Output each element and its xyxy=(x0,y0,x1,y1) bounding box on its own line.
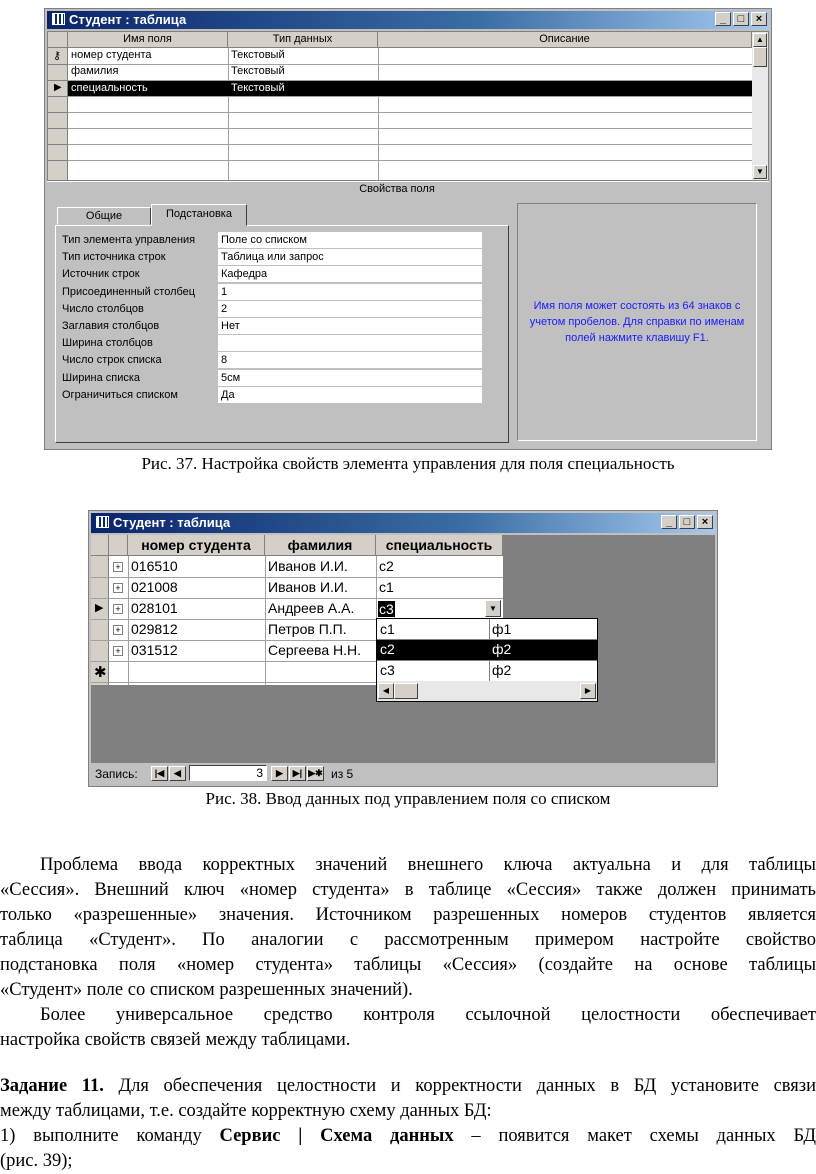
expand-icon[interactable]: + xyxy=(113,604,123,614)
help-text: Имя поля может состоять из 64 знаков с учетом пробелов. Для справки по именам полей нажмите клавишу F1. xyxy=(529,300,745,344)
current-record-arrow-icon: ▶ xyxy=(95,602,104,614)
property-value-field[interactable]: Таблица или запрос xyxy=(218,249,482,266)
paragraph-line: только «разрешенные» значения. Источником разрешенных номеров студентов является xyxy=(0,905,816,925)
task-line: между таблицами, т.е. создайте корректную схему данных БД: xyxy=(0,1101,492,1121)
paragraph-line: настройка свойств связей между таблицами. xyxy=(0,1030,351,1050)
column-header-description[interactable]: Описание xyxy=(378,32,752,48)
property-value-field[interactable]: 8 xyxy=(218,352,482,369)
property-value-field[interactable]: Кафедра xyxy=(218,266,482,283)
expand-icon[interactable]: + xyxy=(113,562,123,572)
table-icon xyxy=(52,13,65,25)
scroll-left-button[interactable]: ◀ xyxy=(378,683,394,699)
scroll-down-button[interactable]: ▼ xyxy=(753,165,767,179)
grid-line xyxy=(91,598,503,599)
property-label: Тип источника строк xyxy=(62,251,166,264)
table-icon xyxy=(96,516,109,528)
minimize-button[interactable]: _ xyxy=(715,12,731,26)
dropdown-code-cell[interactable]: c2 xyxy=(380,641,395,657)
expand-icon[interactable]: + xyxy=(113,646,123,656)
last-record-button[interactable]: ▶| xyxy=(289,766,306,781)
tab-lookup[interactable] xyxy=(151,204,247,226)
grid-line xyxy=(265,556,266,685)
speciality-combo-value[interactable]: c3 xyxy=(379,601,394,617)
property-value-field[interactable]: Нет xyxy=(218,318,482,335)
paragraph-1 xyxy=(0,853,816,1003)
paragraph-line: «Сессия». Внешний ключ «номер студента» в таблице «Сессия» также должен принимать xyxy=(0,880,816,900)
previous-record-button[interactable]: ◀ xyxy=(169,766,186,781)
design-window-titlebar xyxy=(47,11,769,29)
task-title: Задание 11. xyxy=(0,1076,104,1096)
surname-cell[interactable]: Иванов И.И. xyxy=(268,579,348,595)
menu-command: Сервис | Схема данных xyxy=(219,1126,454,1146)
property-value-field[interactable]: 2 xyxy=(218,301,482,318)
corner-header xyxy=(91,535,109,556)
tab-general[interactable] xyxy=(57,207,151,225)
current-row-arrow-icon: ▶ xyxy=(54,82,62,93)
field-name-cell[interactable]: фамилия xyxy=(71,65,119,77)
dropdown-faculty-cell[interactable]: ф2 xyxy=(492,641,512,657)
grid-line xyxy=(128,556,129,685)
current-record-value: 3 xyxy=(256,766,263,780)
dropdown-selected-row[interactable] xyxy=(377,640,597,660)
property-label: Ограничиться списком xyxy=(62,388,178,401)
property-label: Присоединенный столбец xyxy=(62,285,196,298)
property-label: Тип элемента управления xyxy=(62,234,196,246)
help-panel xyxy=(517,203,757,441)
record-navigation-bar xyxy=(91,764,715,784)
combo-dropdown-button[interactable]: ▼ xyxy=(485,600,501,617)
step-prefix: 1) выполните команду xyxy=(0,1126,220,1146)
field-name-cell[interactable]: специальность xyxy=(71,81,226,96)
surname-cell[interactable]: Петров П.П. xyxy=(268,621,347,637)
paragraph-line: «Студент» поле со списком разрешенных значений). xyxy=(0,980,413,1000)
field-name-cell[interactable]: номер студента xyxy=(71,49,152,61)
dropdown-code-cell[interactable]: c1 xyxy=(380,621,395,637)
paragraph-2 xyxy=(0,1003,816,1053)
student-number-cell[interactable]: 029812 xyxy=(131,621,178,637)
column-header-speciality[interactable]: специальность xyxy=(376,535,503,556)
expand-icon[interactable]: + xyxy=(113,583,123,593)
design-window-title: Студент : таблица xyxy=(69,12,187,27)
data-type-cell[interactable]: Текстовый xyxy=(231,65,285,77)
design-view-window xyxy=(44,8,772,450)
dropdown-faculty-cell[interactable]: ф2 xyxy=(492,662,512,678)
column-header-data-type[interactable]: Тип данных xyxy=(228,32,378,48)
next-record-button[interactable]: ▶ xyxy=(271,766,288,781)
dropdown-code-cell[interactable]: c3 xyxy=(380,662,395,678)
expand-icon[interactable]: + xyxy=(113,625,123,635)
column-header-surname[interactable]: фамилия xyxy=(265,535,376,556)
surname-cell[interactable]: Андреев А.А. xyxy=(268,600,355,616)
record-total: из 5 xyxy=(331,767,354,781)
tab-general-label: Общие xyxy=(85,210,123,222)
new-record-button[interactable]: ▶✱ xyxy=(307,766,324,781)
property-label: Ширина столбцов xyxy=(62,337,153,350)
speciality-cell[interactable]: c1 xyxy=(379,579,394,595)
property-label: Число столбцов xyxy=(62,302,144,315)
row-selector-header xyxy=(48,32,68,48)
datasheet-window-titlebar xyxy=(91,513,715,533)
property-label: Заглавия столбцов xyxy=(62,320,160,332)
dropdown-faculty-cell[interactable]: ф1 xyxy=(492,621,512,637)
property-label: Число строк списка xyxy=(62,354,162,367)
maximize-button[interactable]: □ xyxy=(733,12,749,26)
lookup-properties-panel xyxy=(55,225,509,443)
primary-key-icon: ⚷ xyxy=(53,50,62,62)
record-number-field[interactable] xyxy=(189,765,267,781)
paragraph-line: подстановка поля «номер студента» таблицы «Сессия» (создайте на основе таблицы xyxy=(0,955,816,975)
step-line: (рис. 39); xyxy=(0,1151,73,1171)
close-button[interactable]: × xyxy=(751,12,767,26)
scroll-thumb[interactable] xyxy=(394,683,418,699)
property-label: Источник строк xyxy=(62,268,140,281)
record-label: Запись: xyxy=(95,767,138,781)
step-line xyxy=(0,1124,816,1149)
task-11 xyxy=(0,1074,816,1174)
tab-lookup-label: Подстановка xyxy=(166,208,232,220)
column-header-field-name[interactable]: Имя поля xyxy=(68,32,228,48)
datasheet-window-title: Студент : таблица xyxy=(113,515,231,530)
scroll-thumb[interactable] xyxy=(753,47,767,67)
field-properties-label: Свойства поля xyxy=(359,183,435,195)
task-text: Для обеспечения целостности и корректности данных в БД установите связи xyxy=(103,1076,816,1096)
combo-dropdown-list[interactable] xyxy=(376,618,598,702)
close-button[interactable]: × xyxy=(697,515,713,529)
property-value-field[interactable] xyxy=(218,335,482,352)
scroll-right-button[interactable]: ▶ xyxy=(580,683,596,699)
field-grid xyxy=(47,31,769,181)
datasheet-window xyxy=(88,510,718,787)
first-record-button[interactable]: |◀ xyxy=(151,766,168,781)
paragraph-line: таблица «Студент». По аналогии с рассмотренным примером настройте свойство xyxy=(0,930,816,950)
speciality-cell[interactable]: c2 xyxy=(379,558,394,574)
figure-38-caption: Рис. 38. Ввод данных под управлением поля со списком xyxy=(205,789,611,808)
grid-line xyxy=(91,577,503,578)
expand-column-header xyxy=(109,535,128,556)
data-type-cell[interactable]: Текстовый xyxy=(231,49,285,61)
scroll-up-button[interactable]: ▲ xyxy=(753,33,767,47)
student-number-cell[interactable]: 031512 xyxy=(131,642,178,658)
column-header-student-number[interactable]: номер студента xyxy=(128,535,265,556)
surname-cell[interactable]: Иванов И.И. xyxy=(268,558,348,574)
property-value-field[interactable]: Поле со списком xyxy=(218,232,482,249)
task-line xyxy=(0,1074,816,1099)
property-value-field[interactable]: 5см xyxy=(218,370,482,387)
student-number-cell[interactable]: 028101 xyxy=(131,600,178,616)
field-properties-header xyxy=(47,181,769,196)
paragraph-line: Проблема ввода корректных значений внешнего ключа актуальна и для таблицы xyxy=(40,855,816,875)
step-text: – появится макет схемы данных БД xyxy=(453,1126,816,1146)
property-label: Ширина списка xyxy=(62,371,141,384)
surname-cell[interactable]: Сергеева Н.Н. xyxy=(268,642,362,658)
new-record-icon: ✱ xyxy=(94,664,107,681)
student-number-cell[interactable]: 021008 xyxy=(131,579,178,595)
maximize-button[interactable]: □ xyxy=(679,515,695,529)
figure-37-caption: Рис. 37. Настройка свойств элемента управления для поля специальность xyxy=(141,454,675,473)
paragraph-line: Более универсальное средство контроля ссылочной целостности обеспечивает xyxy=(40,1005,816,1025)
student-number-cell[interactable]: 016510 xyxy=(131,558,178,574)
data-type-cell[interactable]: Текстовый xyxy=(231,81,376,96)
property-value-field[interactable]: Да xyxy=(218,387,482,404)
minimize-button[interactable]: _ xyxy=(661,515,677,529)
property-value-field[interactable]: 1 xyxy=(218,284,482,301)
